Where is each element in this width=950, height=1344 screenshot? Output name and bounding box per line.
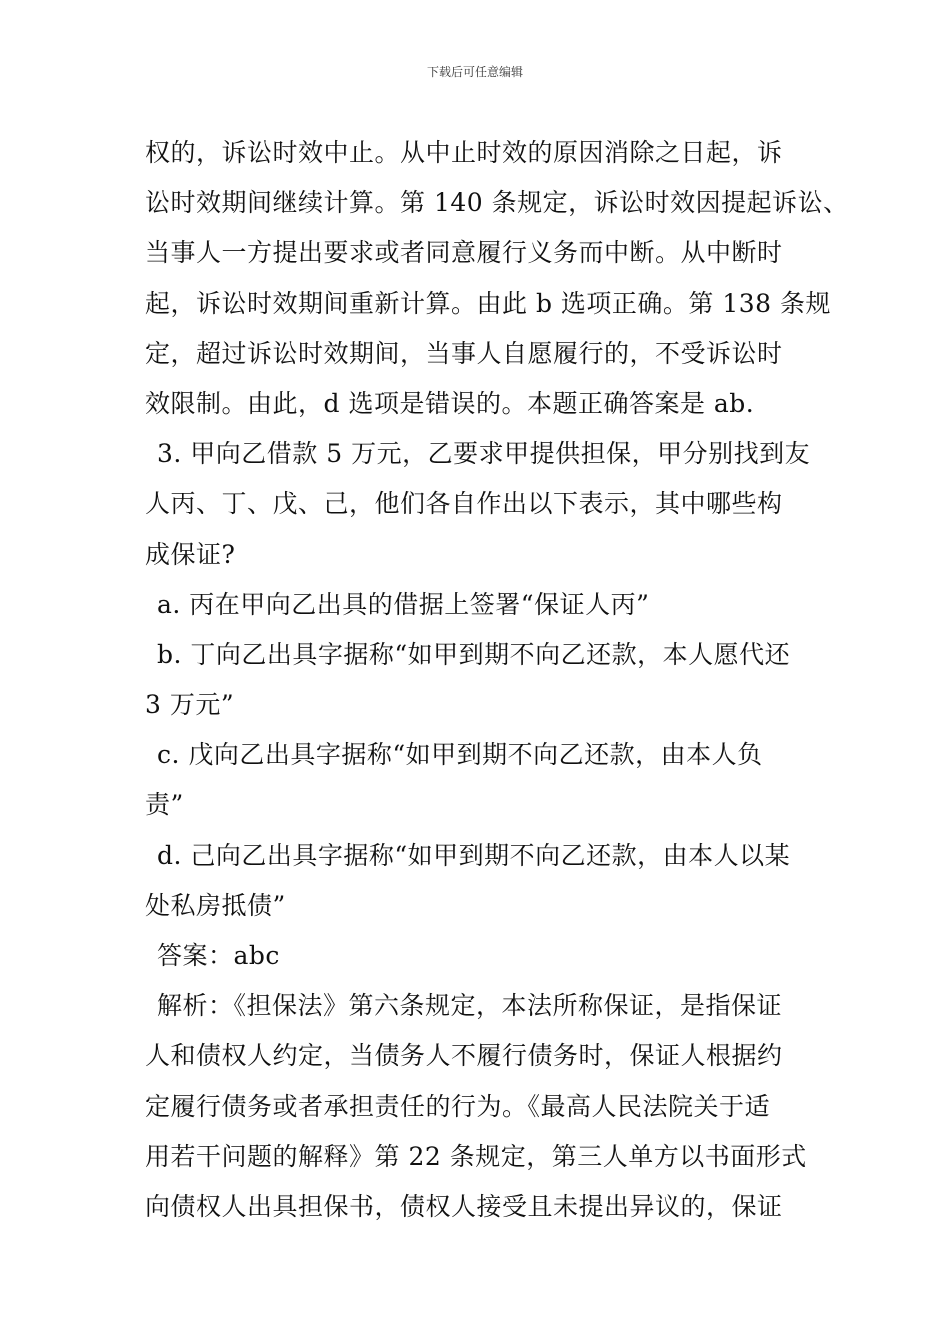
option-a-line: a. 丙在甲向乙出具的借据上签署“保证人丙”	[157, 589, 650, 619]
text-line: 定履行债务或者承担责任的行为。《最高人民法院关于适	[145, 1091, 771, 1121]
question-3-line: 3. 甲向乙借款 5 万元，乙要求甲提供担保，甲分别找到友	[157, 439, 811, 469]
option-c-line: c. 戊向乙出具字据称“如甲到期不向乙还款，由本人负	[157, 740, 763, 770]
option-b-line: b. 丁向乙出具字据称“如甲到期不向乙还款，本人愿代还	[157, 639, 791, 669]
option-d-line: d. 己向乙出具字据称“如甲到期不向乙还款，由本人以某	[157, 840, 791, 870]
text-line: 人和债权人约定，当债务人不履行债务时，保证人根据约	[145, 1041, 783, 1071]
text-line: 用若干问题的解释》第 22 条规定，第三人单方以书面形式	[145, 1141, 807, 1171]
text-line: 人丙、丁、戊、己，他们各自作出以下表示，其中哪些构	[145, 489, 783, 519]
answer-line: 答案：abc	[157, 941, 280, 970]
text-line: 处私房抵债”	[145, 890, 286, 920]
body-text	[145, 128, 849, 1232]
text-line: 3 万元”	[145, 690, 235, 720]
text-line: 起，诉讼时效期间重新计算。由此 b 选项正确。第 138 条规	[145, 288, 832, 318]
text-line: 定，超过诉讼时效期间，当事人自愿履行的，不受诉讼时	[145, 338, 783, 368]
text-line: 讼时效期间继续计算。第 140 条规定，诉讼时效因提起诉讼、	[145, 188, 849, 218]
text-line: 当事人一方提出要求或者同意履行义务而中断。从中断时	[145, 238, 783, 268]
text-line: 效限制。由此，d 选项是错误的。本题正确答案是 ab.	[145, 388, 755, 418]
text-line: 成保证?	[145, 539, 236, 569]
text-line: 责”	[145, 790, 184, 820]
analysis-line: 解析：《担保法》第六条规定，本法所称保证，是指保证	[157, 991, 783, 1021]
page-header: 下载后可任意编辑	[426, 65, 523, 79]
text-line: 权的，诉讼时效中止。从中止时效的原因消除之日起，诉	[145, 138, 783, 167]
text-line: 向债权人出具担保书，债权人接受且未提出异议的，保证	[145, 1191, 783, 1221]
